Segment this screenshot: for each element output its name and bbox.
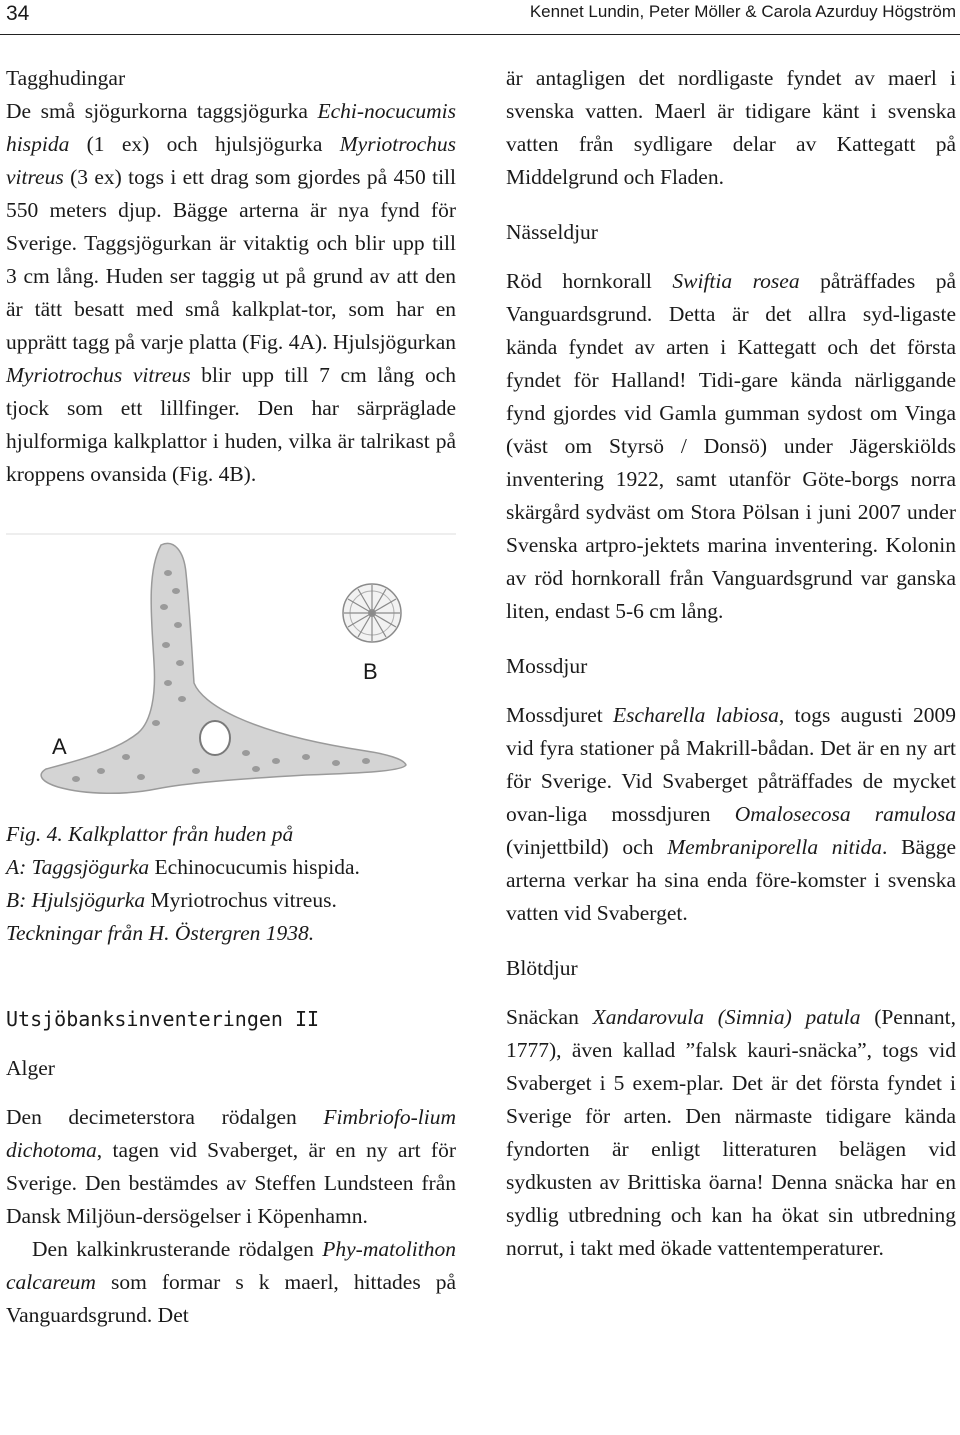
text-run: De små sjögurkorna taggsjögurka: [6, 99, 318, 123]
paragraph-alger-2: [6, 1233, 456, 1332]
paragraph-nasseldjur: [506, 265, 956, 628]
heading-nasseldjur: Nässeldjur: [506, 220, 598, 244]
caption-line-3: B: Hjulsjögurka Myriotrochus vitreus.: [6, 888, 337, 912]
italic-run: Escharella labiosa: [613, 703, 779, 727]
heading-tagghudingar: Tagghudingar: [6, 66, 126, 90]
italic-run: Omalosecosa ramulosa: [734, 802, 956, 826]
heading-blotdjur: Blötdjur: [506, 956, 578, 980]
right-column: [506, 62, 956, 1265]
heading-alger: Alger: [6, 1056, 55, 1080]
figure-label-b: B: [363, 659, 378, 684]
text-run: Den kalkinkrusterande rödalgen: [32, 1237, 323, 1261]
figure-4: [6, 533, 456, 818]
paragraph-tagghudingar: [6, 95, 456, 491]
text-run: Mossdjuret: [506, 703, 613, 727]
paragraph-continued: [506, 62, 956, 194]
text-run: Den decimeterstora rödalgen: [6, 1105, 324, 1129]
italic-run: Membraniporella nitida: [667, 835, 882, 859]
section-title: Utsjöbanksinventeringen II: [6, 1007, 320, 1031]
text-run: , togs augusti 2009 vid fyra stationer på Makrill-bådan. Det är en ny art för Sverige. Vid Svaberget påträffades de mycket ovan-liga mossdjuren: [506, 703, 956, 826]
text-run: (1 ex) och hjulsjögurka: [69, 132, 340, 156]
paragraph-blotdjur: [506, 1001, 956, 1265]
caption-line-1: Fig. 4. Kalkplattor från huden på: [6, 822, 294, 846]
left-column: [6, 62, 456, 1332]
caption-line-4: Teckningar från H. Östergren 1938.: [6, 921, 315, 945]
italic-run: Myriotrochus vitreus: [6, 363, 191, 387]
italic-run: Phy-matolithon calcareum: [6, 1237, 456, 1294]
text-run: , tagen vid Svaberget, är en ny art för Sverige. Den bestämdes av Steffen Lundsteen från Dansk Miljöun-dersögelser i Köpenhamn.: [6, 1138, 456, 1228]
heading-mossdjur: Mossdjur: [506, 654, 588, 678]
text-run: . Bägge arterna verkar ha sina enda före-komster i svenska vatten vid Svaberget.: [506, 835, 956, 925]
page-header: [0, 0, 960, 35]
text-run: som formar s k maerl, hittades på Vanguardsgrund. Det: [6, 1270, 456, 1327]
text-run: påträffades på Vanguardsgrund. Detta är det allra syd-ligaste kända fyndet av arten i Kattegatt och det första fyndet för Halland! Tidi-gare kända närliggande fynd gjordes vid Gamla gumman sydost om Vinga (väst om Styrsö / Donsö) under Jägerskiölds inventering 1922, samt utanför Göte-borgs norra skärgård sydväst om Stora Pölsan i juni 2007 under Svenska artpro-jektets marina inventering. Kolonin av röd hornkorall från Vanguardsgrund var ganska liten, endast 5-6 cm lång.: [506, 269, 956, 623]
calcareous-plate-b-drawing: [343, 584, 401, 642]
italic-run: Echi-nocucumis hispida: [6, 99, 456, 156]
paragraph-mossdjur: [506, 699, 956, 930]
text-run: är antagligen det nordligaste fyndet av maerl i svenska vatten. Maerl är tidigare känt i svenska vatten från sydligare delar av Kattegatt på Middelgrund och Fladen.: [506, 66, 956, 189]
text-run: Snäckan: [506, 1005, 593, 1029]
figure-4-drawing: [6, 533, 456, 818]
italic-run: Myriotrochus vitreus: [6, 132, 456, 189]
paragraph-alger-1: [6, 1101, 456, 1233]
text-run: Röd hornkorall: [506, 269, 673, 293]
caption-line-2: A: Taggsjögurka Echinocucumis hispida.: [6, 855, 360, 879]
figure-label-a: A: [52, 734, 67, 759]
page-number: 34: [6, 2, 30, 25]
figure-caption: [6, 818, 456, 950]
text-run: (Pennant, 1777), även kallad ”falsk kauri-snäcka”, togs vid Svaberget i 5 exem-plar. Det är det första fyndet i Sverige för arten. Den närmaste tidigare kända fyndorten är enligt litteraturen belägen vid sydkusten av Brittiska öarna! Denna snäcka har en sydlig utbredning och kan ha ökat sin utbredning norrut, i takt med ökade vattentemperaturer.: [506, 1005, 956, 1260]
text-run: (vinjettbild) och: [506, 835, 668, 859]
italic-run: Swiftia rosea: [672, 269, 800, 293]
text-run: blir upp till 7 cm lång och tjock som ett lillfinger. Den har särpräglade hjulformiga kalkplattor i huden, vilka är talrikast på kroppens ovansida (Fig. 4B).: [6, 363, 457, 486]
italic-run: Fimbriofo-lium dichotoma: [6, 1105, 456, 1162]
running-head-authors: Kennet Lundin, Peter Möller & Carola Azurduy Högström: [529, 2, 956, 21]
calcareous-plate-a-drawing: [41, 543, 406, 793]
italic-run: Xandarovula (Simnia) patula: [592, 1005, 861, 1029]
text-run: (3 ex) togs i ett drag som gjordes på 450 till 550 meters djup. Bägge arterna är nya fynd för Sverige. Taggsjögurkan är vitaktig och blir upp till 3 cm lång. Huden ser taggig ut på grund av att den är tätt besatt med små kalkplat-tor, som har en upprätt tagg på varje platta (Fig. 4A). Hjulsjögurkan: [6, 165, 456, 354]
